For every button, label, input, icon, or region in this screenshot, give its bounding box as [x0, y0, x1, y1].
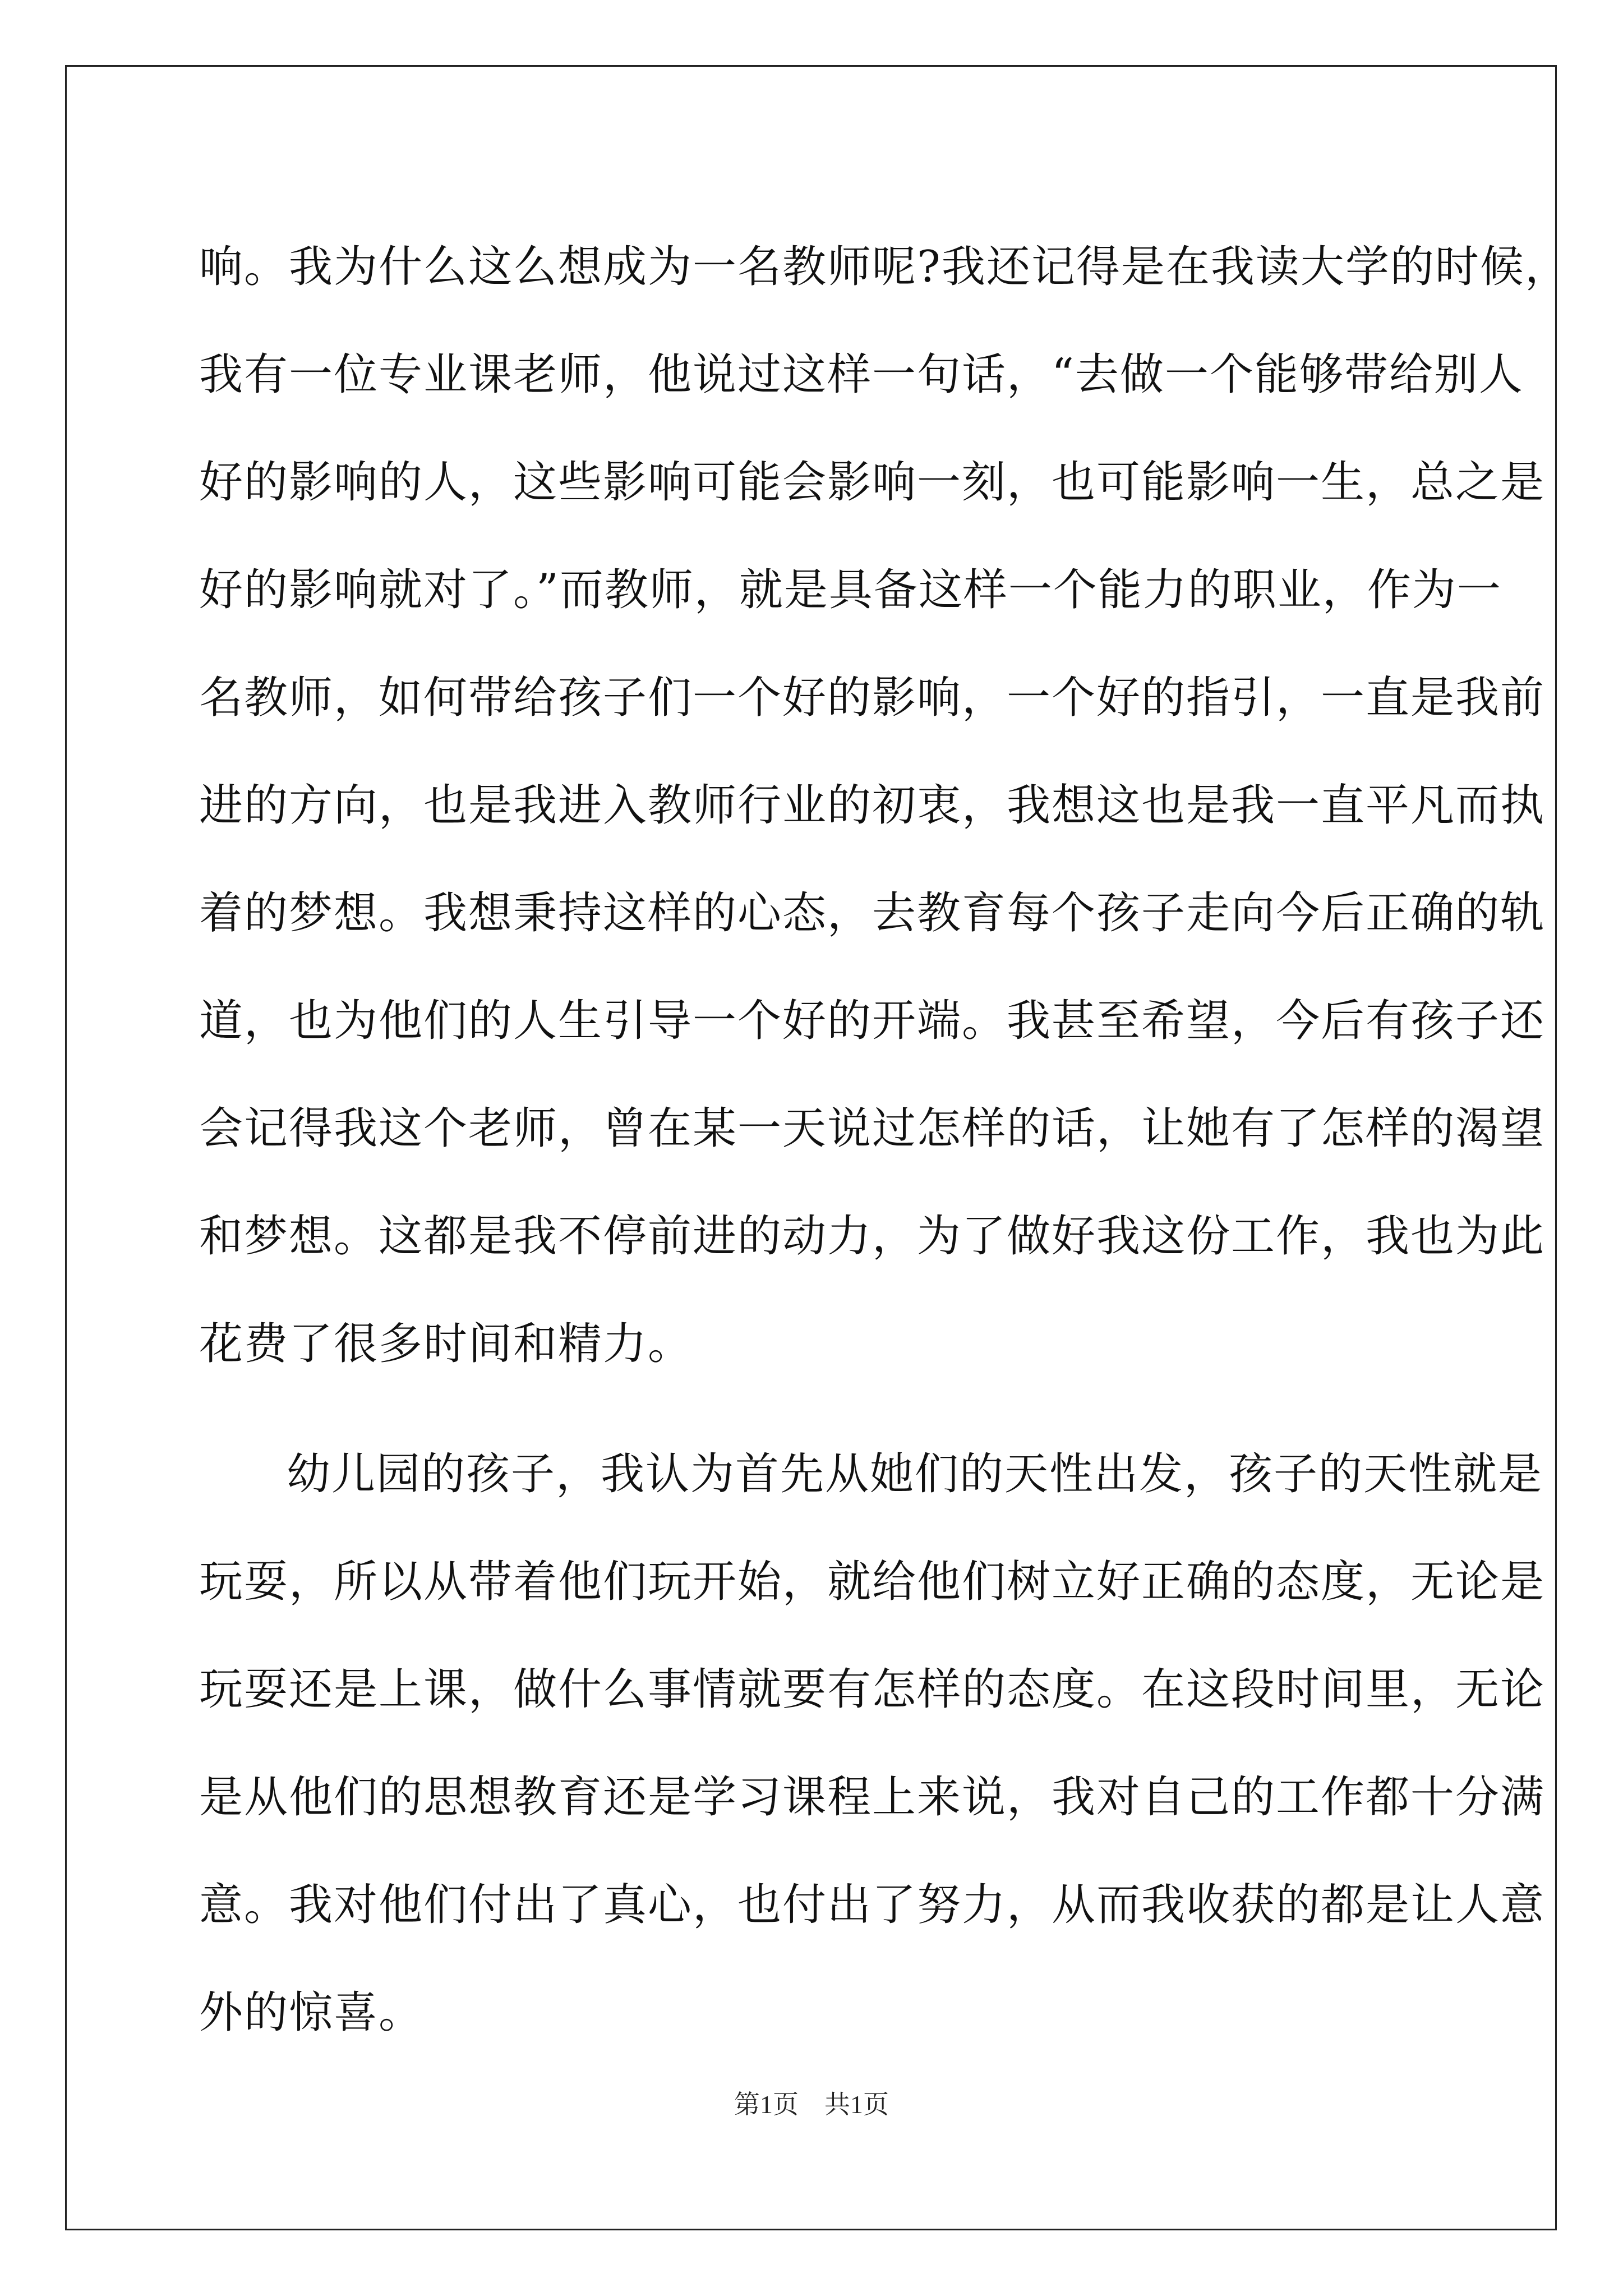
text-line: 外的惊喜。 [199, 1987, 424, 2038]
text-line: 和梦想。这都是我不停前进的动力，为了做好我这份工作，我也为此 [199, 1211, 1546, 1262]
text-line: 进的方向，也是我进入教师行业的初衷，我想这也是我一直平凡而执 [199, 780, 1546, 831]
text-line: 我有一位专业课老师，他说过这样一句话，“去做一个能够带给别人 [199, 349, 1524, 400]
paragraph-spacer [199, 1398, 1427, 1420]
text-line: 好的影响的人，这些影响可能会影响一刻，也可能影响一生，总之是 [199, 457, 1546, 508]
text-line: 着的梦想。我想秉持这样的心态，去教育每个孩子走向今后正确的轨 [199, 888, 1546, 938]
paragraph-1 [199, 213, 1570, 1398]
text-line: 道，也为他们的人生引导一个好的开端。我甚至希望，今后有孩子还 [199, 996, 1546, 1046]
text-line: 会记得我这个老师，曾在某一天说过怎样的话，让她有了怎样的渴望 [199, 1103, 1546, 1154]
text-line: 花费了很多时间和精力。 [199, 1319, 693, 1369]
page-number: 第1页 共1页 [734, 2090, 889, 2119]
paragraph-2 [199, 1420, 1546, 2067]
text-line: 意。我对他们付出了真心，也付出了努力，从而我收获的都是让人意 [199, 1880, 1546, 1930]
text-line: 名教师，如何带给孩子们一个好的影响，一个好的指引，一直是我前 [199, 673, 1546, 723]
text-line: 响。我为什么这么想成为一名教师呢?我还记得是在我读大学的时候， [199, 242, 1570, 292]
text-line: 好的影响就对了。”而教师，就是具备这样一个能力的职业，作为一 [199, 565, 1502, 615]
text-line: 是从他们的思想教育还是学习课程上来说，我对自己的工作都十分满 [199, 1772, 1546, 1823]
text-line: 玩耍还是上课，做什么事情就要有怎样的态度。在这段时间里，无论 [199, 1664, 1546, 1715]
document-body [199, 213, 1570, 2067]
text-line: 玩耍，所以从带着他们玩开始，就给他们树立好正确的态度，无论是 [199, 1557, 1546, 1607]
text-line: 幼儿园的孩子，我认为首先从她们的天性出发，孩子的天性就是 [287, 1449, 1543, 1499]
